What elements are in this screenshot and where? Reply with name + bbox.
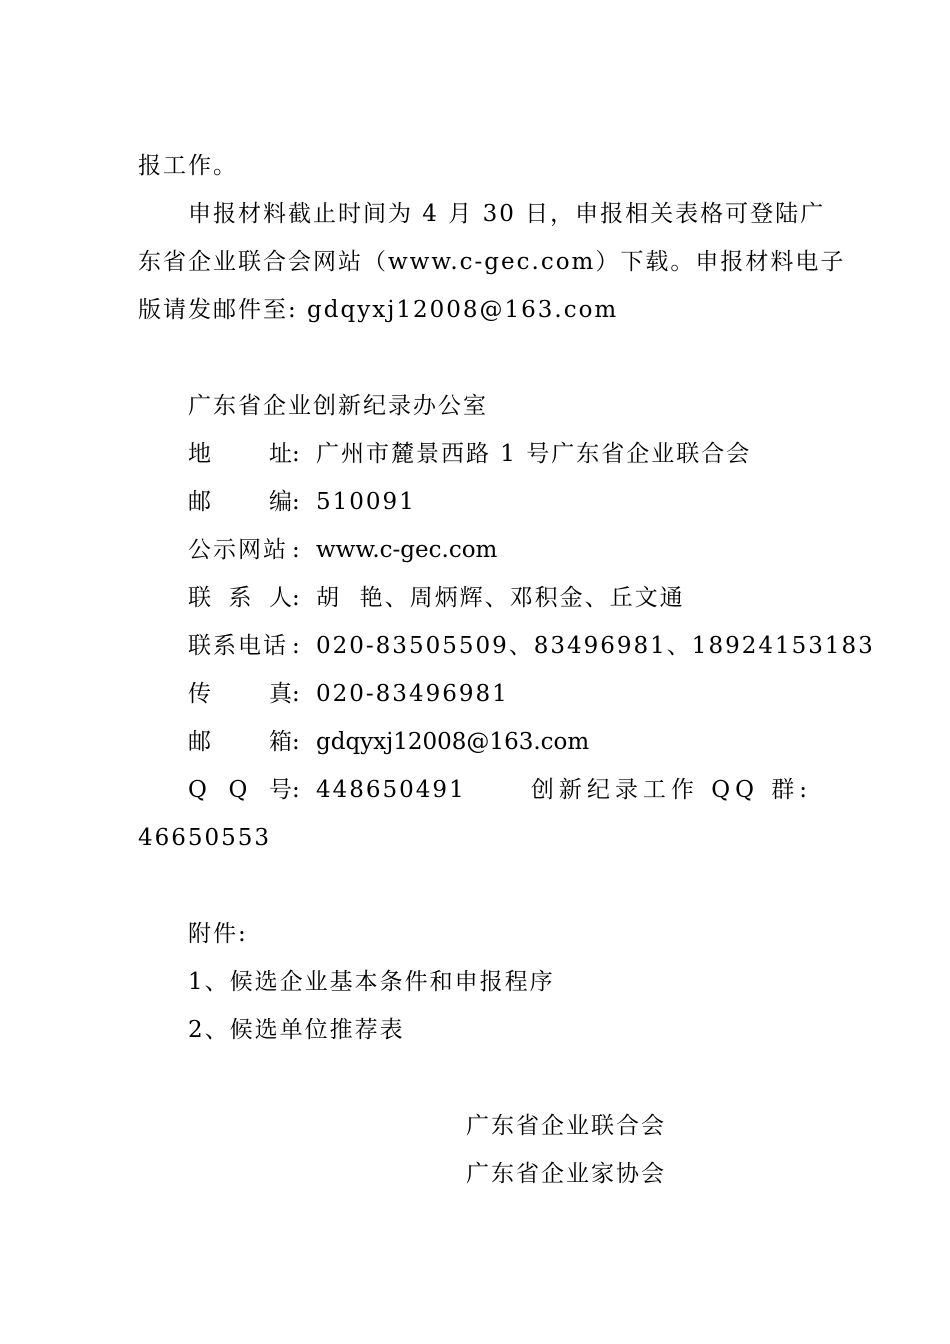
website-value[interactable]: www.c-gec.com bbox=[316, 537, 498, 563]
phone-row: 联系电话 : 020-83505509、83496981、18924153183 bbox=[188, 633, 875, 659]
attachment-item: 2、候选单位推荐表 bbox=[188, 1017, 405, 1043]
postcode-label: 邮 编 bbox=[188, 489, 292, 515]
phone-label: 联系电话 bbox=[188, 633, 288, 659]
fax-value: 020-83496981 bbox=[316, 681, 509, 707]
signature-federation: 广东省企业联合会 bbox=[466, 1113, 666, 1139]
website-label: 公示网站 bbox=[188, 537, 288, 563]
fax-label: 传 真 bbox=[188, 681, 292, 707]
qq-row: Q Q 号 : 448650491 创新纪录工作 QQ 群: bbox=[188, 777, 812, 803]
contact-person-value: 胡 艳、周炳辉、邓积金、丘文通 bbox=[316, 585, 685, 611]
attachment-item: 1、候选企业基本条件和申报程序 bbox=[188, 969, 555, 995]
contact-person-row: 联 系 人 : 胡 艳、周炳辉、邓积金、丘文通 bbox=[188, 585, 685, 611]
address-label: 地 址 bbox=[188, 441, 292, 467]
paragraph-deadline-line-2: 东省企业联合会网站（www.c-gec.com）下载。申报材料电子 bbox=[138, 249, 846, 275]
qq-value: 448650491 bbox=[316, 777, 466, 803]
address-row: 地 址 : 广州市麓景西路 1 号广东省企业联合会 bbox=[188, 441, 752, 467]
qq-label: Q Q 号 bbox=[188, 777, 292, 803]
office-name: 广东省企业创新纪录办公室 bbox=[188, 393, 488, 419]
postcode-row: 邮 编 : 510091 bbox=[188, 489, 416, 515]
email-row: 邮 箱 : gdqyxj12008@163.com bbox=[188, 729, 590, 755]
attachments-heading: 附件: bbox=[188, 921, 248, 947]
email-label: 邮 箱 bbox=[188, 729, 292, 755]
website-row: 公示网站 : www.c-gec.com bbox=[188, 537, 498, 563]
qq-group-label: 创新纪录工作 QQ 群: bbox=[530, 777, 812, 803]
qq-group-value: 46650553 bbox=[138, 825, 272, 851]
paragraph-deadline-line-3: 版请发邮件至: gdqyxj12008@163.com bbox=[138, 297, 619, 323]
fax-row: 传 真 : 020-83496981 bbox=[188, 681, 509, 707]
phone-value: 020-83505509、83496981、18924153183 bbox=[316, 633, 875, 659]
email-value[interactable]: gdqyxj12008@163.com bbox=[316, 729, 590, 755]
postcode-value: 510091 bbox=[316, 489, 416, 515]
paragraph-tail: 报工作。 bbox=[138, 153, 238, 179]
address-value: 广州市麓景西路 1 号广东省企业联合会 bbox=[316, 441, 752, 467]
contact-person-label: 联 系 人 bbox=[188, 585, 292, 611]
signature-association: 广东省企业家协会 bbox=[466, 1161, 666, 1187]
paragraph-deadline-line-1: 申报材料截止时间为 4 月 30 日，申报相关表格可登陆广 bbox=[188, 201, 826, 227]
